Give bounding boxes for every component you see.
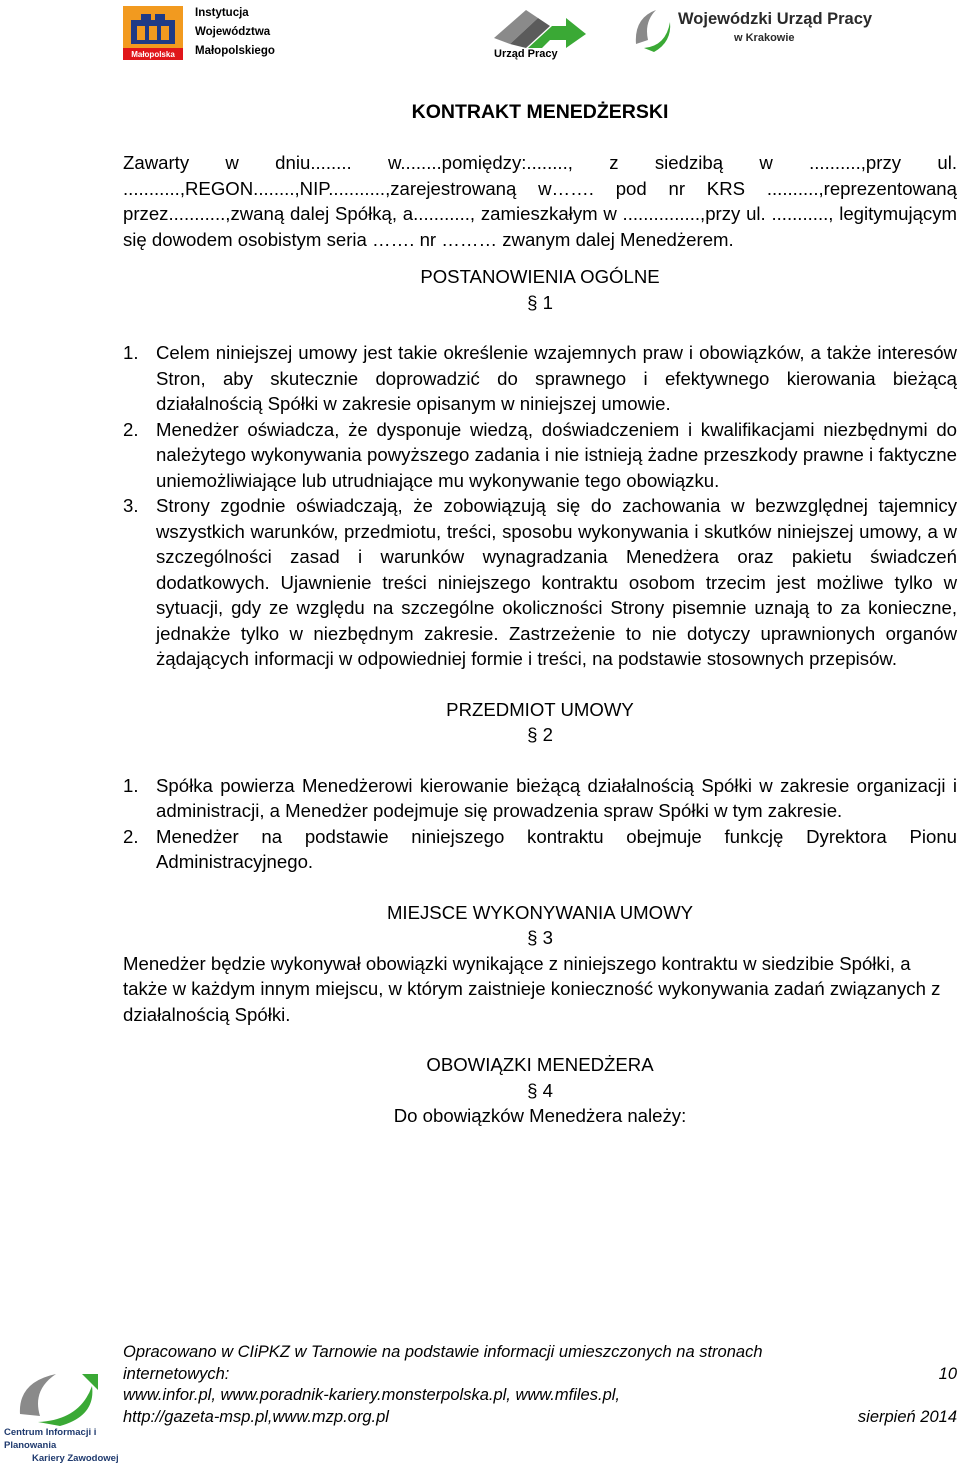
footer-text [123,1342,957,1428]
document-body [123,98,957,1129]
document-title: KONTRAKT MENEDŻERSKI [411,101,669,123]
clause-1-1 [123,340,957,417]
urzad-pracy-logo [488,4,593,64]
clause-number: 1. [123,342,139,363]
section-3-sign: § 3 [527,927,553,948]
clause-2-2 [123,824,957,875]
section-3-body: Menedżer będzie wykonywał obowiązki wynikające z niniejszego kontraktu w siedzibie Spółki, a także w każdym innym miejscu, w którym zaistnieje konieczność wykonywania zadań związanych z działalnością Spółki. [123,952,941,1025]
ciipkz-logo [4,1368,129,1464]
section-2-sign: § 2 [527,724,553,745]
clause-text: Celem niniejszej umowy jest takie określenie wzajemnych praw i obowiązków, a także interesów Stron, aby skutecznie doprowadzić do sprawnego i efektywnego kierowania bieżącą działalnością Spółki w zakresie opisanym w niniejszej umowie. [156,342,957,414]
iwm-line-2: Województwa [195,26,271,38]
wup-logo [630,4,930,64]
footer-line-3: www.infor.pl, www.poradnik-kariery.monsterpolska.pl, www.mfiles.pl, [123,1386,620,1404]
section-1-clauses [123,340,957,672]
section-1-heading: POSTANOWIENIA OGÓLNE [420,266,660,287]
up-arrow-icon [488,4,588,50]
footer-line-2: internetowych: [123,1364,230,1383]
section-4-heading: OBOWIĄZKI MENEDŻERA [426,1054,654,1075]
wup-line-1: Wojewódzki Urząd Pracy [678,10,873,28]
footer-row-4 [123,1407,957,1429]
page-number: 10 [938,1364,957,1383]
iwm-line-3: Małopolskiego [195,45,275,57]
ciipkz-line-1: Centrum Informacji i Planowania [4,1427,97,1451]
section-2-heading: PRZEDMIOT UMOWY [446,698,634,720]
page-header [0,0,960,72]
section-3-heading: MIEJSCE WYKONYWANIA UMOWY [386,901,694,923]
section-4-lead: Do obowiązków Menedżera należy: [393,1105,687,1126]
clause-number: 3. [123,495,139,516]
wup-swirl-icon [630,4,674,54]
footer-line-4: http://gazeta-msp.pl,www.mzp.org.pl [123,1407,389,1426]
up-label: Urząd Pracy [494,48,558,60]
ciipkz-line-2: Kariery Zawodowej [32,1453,119,1464]
section-1-sign: § 1 [527,291,553,313]
clause-1-3 [123,493,957,672]
ciipkz-swirl-icon [16,1368,106,1426]
clause-1-2 [123,417,957,494]
wup-line-2: w Krakowie [734,32,795,44]
clause-text: Menedżer na podstawie niniejszego kontraktu obejmuje funkcję Dyrektora Pionu Administracyjnego. [156,825,957,872]
clause-number: 1. [123,774,139,796]
iwm-emblem-icon [123,6,183,60]
iwm-line-1: Instytucja [195,7,249,19]
page-footer [0,1340,960,1464]
clause-number: 2. [123,418,139,440]
clause-text: Menedżer oświadcza, że dysponuje wiedzą, doświadczeniem i kwalifikacjami niezbędnymi do należytego wykonywania powyższego zadania i nie istnieją żadne przeszkody prawne i faktyczne uniemożliwiające lub utrudniające mu wykonywanie tego obowiązku. [156,418,957,491]
iwm-badge-text: Małopolska [131,50,175,59]
intro-paragraph: Zawarty w dniu........ w........pomiędzy:........, z siedzibą w ..........,przy ul. ...........,REGON........,NIP...........,zarejestrowaną w……. pod nr KRS ..........,reprezentowaną przez...........,zwaną dalej Spółką, a..........., zamieszkałym w ...............,przy ul. ..........., legitymującym się dowodem osobistym seria ……. nr ……… zwanym dalej Menedżerem. [123,152,957,250]
section-2-clauses [123,773,957,875]
clause-text: Strony zgodnie oświadczają, że zobowiązują się do zachowania w bezwzględnej tajemnicy wszystkich warunków, przedmiotu, treści, sposobu wykonywania i skutków niniejszej umowy, a w szczególności zasad i warunków wynagradzania Menedżera oraz pakietu świadczeń dodatkowych. Ujawnienie treści niniejszego kontraktu osobom trzecim jest możliwe tylko w sytuacji, gdy ze względu na szczególne okoliczności Strony pisemnie uznają to za konieczne, jednakże tylko w niezbędnym zakresie. Zastrzeżenie to nie dotyczy uprawnionych organów żądających informacji w odpowiedniej formie i treści, na podstawie stosownych przepisów. [156,495,957,669]
footer-date: sierpień 2014 [857,1407,957,1426]
clause-number: 2. [123,825,139,847]
iwm-logo [123,4,288,64]
footer-line-1: Opracowano w CIiPKZ w Tarnowie na podstawie informacji umieszczonych na stronach [123,1343,763,1361]
footer-row-2 [123,1364,957,1386]
clause-text: Spółka powierza Menedżerowi kierowanie bieżącą działalnością Spółki w zakresie organizacji i administracji, a Menedżer podejmuje się prowadzenia spraw Spółki w tym zakresie. [156,774,957,821]
section-4-sign: § 4 [527,1079,553,1101]
clause-2-1 [123,773,957,824]
